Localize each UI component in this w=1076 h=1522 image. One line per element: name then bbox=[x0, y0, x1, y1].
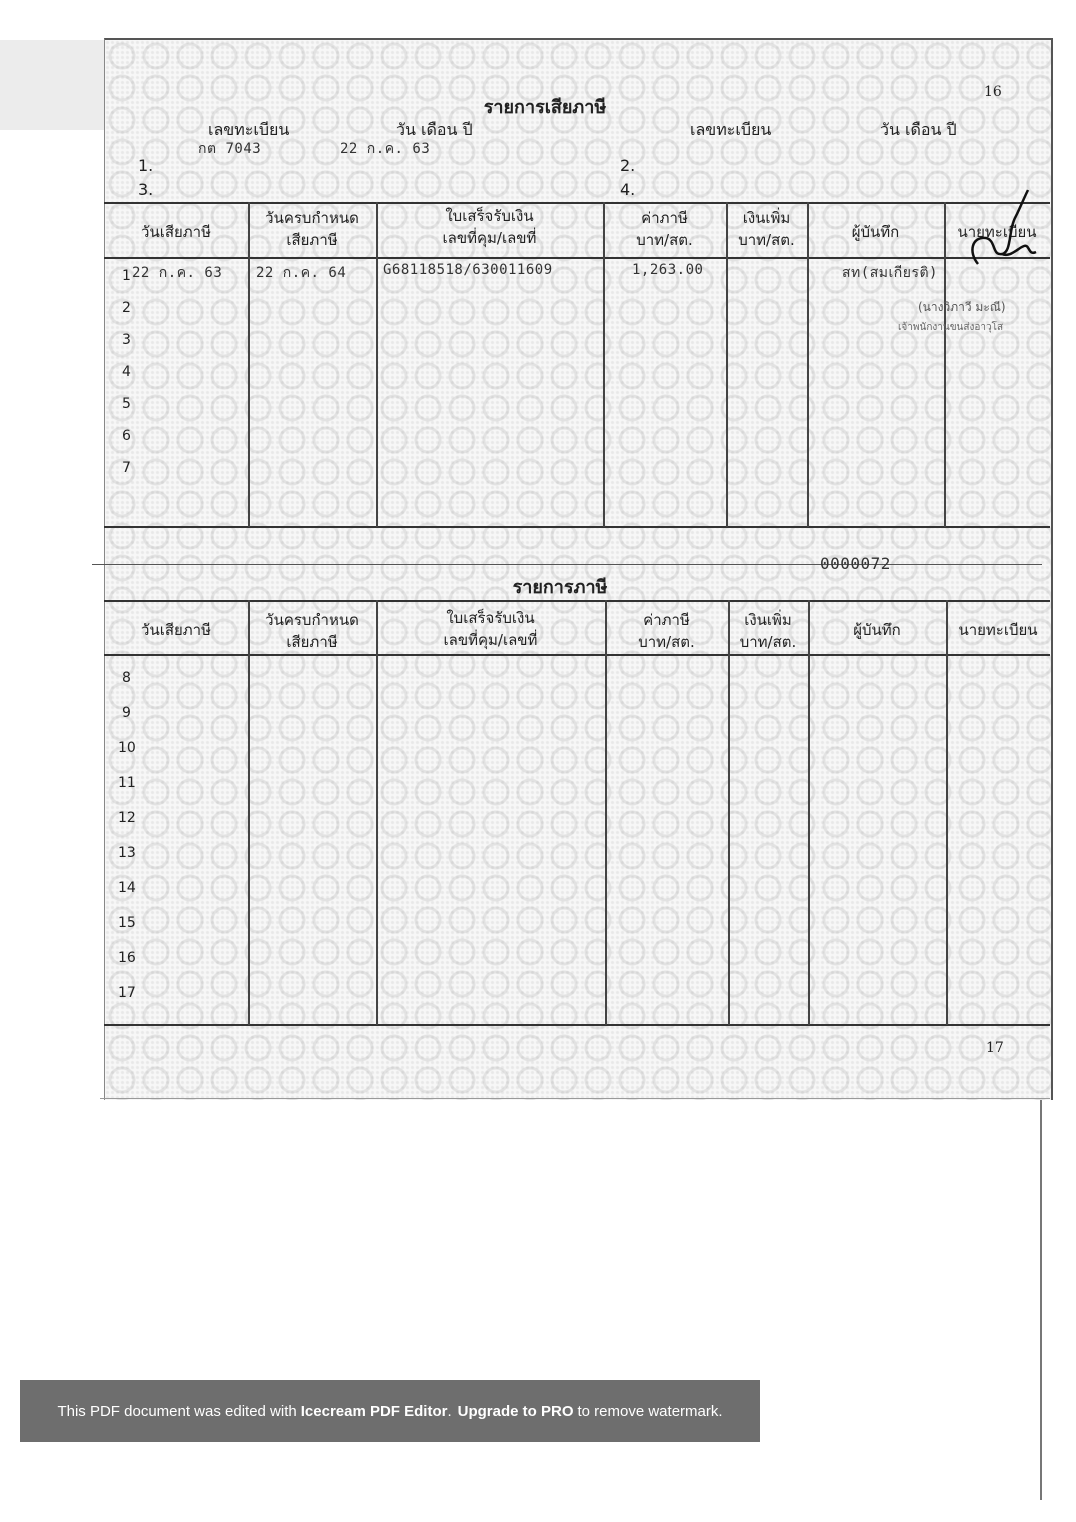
sheet-bottom-edge bbox=[100, 1098, 1050, 1099]
row-number: 10 bbox=[118, 740, 136, 756]
row-number: 16 bbox=[118, 950, 136, 966]
col-header-receipt-1: ใบเสร็จรับเงิน bbox=[446, 609, 535, 627]
row-number: 11 bbox=[118, 775, 136, 791]
table1-col-divider bbox=[944, 202, 946, 527]
col-header-pay-date: วันเสียภาษี bbox=[141, 223, 211, 241]
table2-col-divider bbox=[728, 600, 730, 1025]
list-item-4: 4. bbox=[620, 180, 636, 199]
section-title-tax-list: รายการภาษี bbox=[512, 577, 608, 598]
row-number: 17 bbox=[118, 985, 136, 1001]
table2-col-divider bbox=[946, 600, 948, 1025]
col-header-recorder: ผู้บันทึก bbox=[853, 621, 901, 639]
col-header-registrar: นายทะเบียน bbox=[957, 223, 1037, 241]
col-header-due-date-2: เสียภาษี bbox=[286, 231, 338, 249]
row-number: 1 bbox=[122, 268, 131, 284]
list-item-1: 1. bbox=[138, 156, 154, 175]
label-date-right: วัน เดือน ปี bbox=[880, 120, 957, 139]
table1-col-divider bbox=[603, 202, 605, 527]
table2-top-border bbox=[104, 600, 1050, 602]
table2-col-divider bbox=[808, 600, 810, 1025]
col-header-tax-1: ค่าภาษี bbox=[643, 611, 690, 629]
table2-col-divider bbox=[248, 600, 250, 1025]
col-header-receipt-2: เลขที่คุม/เลขที่ bbox=[442, 229, 537, 247]
col-header-due-date-1: วันครบกำหนด bbox=[265, 209, 359, 227]
scan-noise bbox=[0, 40, 104, 130]
section-title-tax-payment: รายการเสียภาษี bbox=[483, 97, 607, 118]
row-number: 4 bbox=[122, 364, 131, 380]
row-number: 12 bbox=[118, 810, 136, 826]
row-number: 5 bbox=[122, 396, 131, 412]
label-registration-right: เลขทะเบียน bbox=[690, 120, 772, 139]
col-header-recorder: ผู้บันทึก bbox=[851, 223, 900, 241]
registration-date: 22 ก.ค. 63 bbox=[340, 141, 431, 157]
watermark-separator: . bbox=[447, 1402, 452, 1420]
table1-top-border bbox=[104, 202, 1050, 204]
table2-bottom-border bbox=[104, 1024, 1050, 1026]
col-header-extra-2: บาท/สต. bbox=[739, 633, 797, 651]
col-header-receipt-2: เลขที่คุม/เลขที่ bbox=[443, 631, 538, 649]
row-number: 13 bbox=[118, 845, 136, 861]
table2-col-divider bbox=[605, 600, 607, 1025]
perforation-line bbox=[92, 564, 1042, 565]
watermark-prefix: This PDF document was edited with bbox=[57, 1402, 297, 1420]
scan-edge-line bbox=[1040, 1100, 1042, 1500]
list-item-3: 3. bbox=[138, 180, 154, 199]
entry-receipt-number: G68118518/630011609 bbox=[383, 262, 553, 278]
row-number: 15 bbox=[118, 915, 136, 931]
editor-watermark-banner[interactable] bbox=[20, 1380, 760, 1442]
officer-title: เจ้าพนักงานขนส่งอาวุโส bbox=[898, 322, 1004, 333]
label-registration-left: เลขทะเบียน bbox=[208, 120, 290, 139]
entry-due-date: 22 ก.ค. 64 bbox=[256, 265, 347, 281]
col-header-tax-2: บาท/สต. bbox=[636, 231, 693, 249]
table2-col-divider bbox=[376, 600, 378, 1025]
col-header-tax-1: ค่าภาษี bbox=[641, 209, 688, 227]
col-header-registrar: นายทะเบียน bbox=[958, 621, 1038, 639]
col-header-extra-2: บาท/สต. bbox=[738, 231, 795, 249]
entry-recorder: สท(สมเกียรติ) bbox=[842, 265, 938, 281]
row-number: 2 bbox=[122, 300, 131, 316]
table1-col-divider bbox=[726, 202, 728, 527]
col-header-receipt-1: ใบเสร็จรับเงิน bbox=[445, 207, 534, 225]
row-number: 14 bbox=[118, 880, 136, 896]
list-item-2: 2. bbox=[620, 156, 636, 175]
col-header-extra-1: เงินเพิ่ม bbox=[744, 611, 792, 629]
table2-header-border bbox=[104, 654, 1050, 656]
watermark-upgrade-link[interactable]: Upgrade to PRO bbox=[457, 1402, 574, 1420]
col-header-tax-2: บาท/สต. bbox=[638, 633, 695, 651]
table1-col-divider bbox=[807, 202, 809, 527]
table1-col-divider bbox=[376, 202, 378, 527]
registration-plate: กต 7043 bbox=[198, 141, 262, 157]
officer-name: (นางวิภาวี มะณี) bbox=[918, 300, 1006, 314]
page-number-bottom: 17 bbox=[986, 1040, 1004, 1056]
col-header-extra-1: เงินเพิ่ม bbox=[742, 209, 791, 227]
col-header-due-date-1: วันครบกำหนด bbox=[265, 611, 359, 629]
col-header-pay-date: วันเสียภาษี bbox=[141, 621, 211, 639]
watermark-suffix: to remove watermark. bbox=[577, 1402, 723, 1420]
table1-col-divider bbox=[248, 202, 250, 527]
table1-bottom-border bbox=[104, 526, 1050, 528]
registrar-signature bbox=[958, 186, 1042, 276]
row-number: 8 bbox=[122, 670, 131, 686]
watermark-product: Icecream PDF Editor bbox=[300, 1402, 448, 1420]
entry-tax-amount: 1,263.00 bbox=[632, 262, 704, 278]
row-number: 9 bbox=[122, 705, 131, 721]
page-number-top: 16 bbox=[984, 84, 1002, 100]
document-sheet bbox=[104, 38, 1053, 1100]
table1-header-border bbox=[104, 257, 1050, 259]
col-header-due-date-2: เสียภาษี bbox=[286, 633, 338, 651]
row-number: 3 bbox=[122, 332, 131, 348]
stamp-number-fragment: 0000072 bbox=[820, 554, 891, 573]
entry-pay-date: 22 ก.ค. 63 bbox=[132, 265, 223, 281]
label-date-left: วัน เดือน ปี bbox=[396, 120, 473, 139]
row-number: 6 bbox=[122, 428, 131, 444]
row-number: 7 bbox=[122, 460, 131, 476]
